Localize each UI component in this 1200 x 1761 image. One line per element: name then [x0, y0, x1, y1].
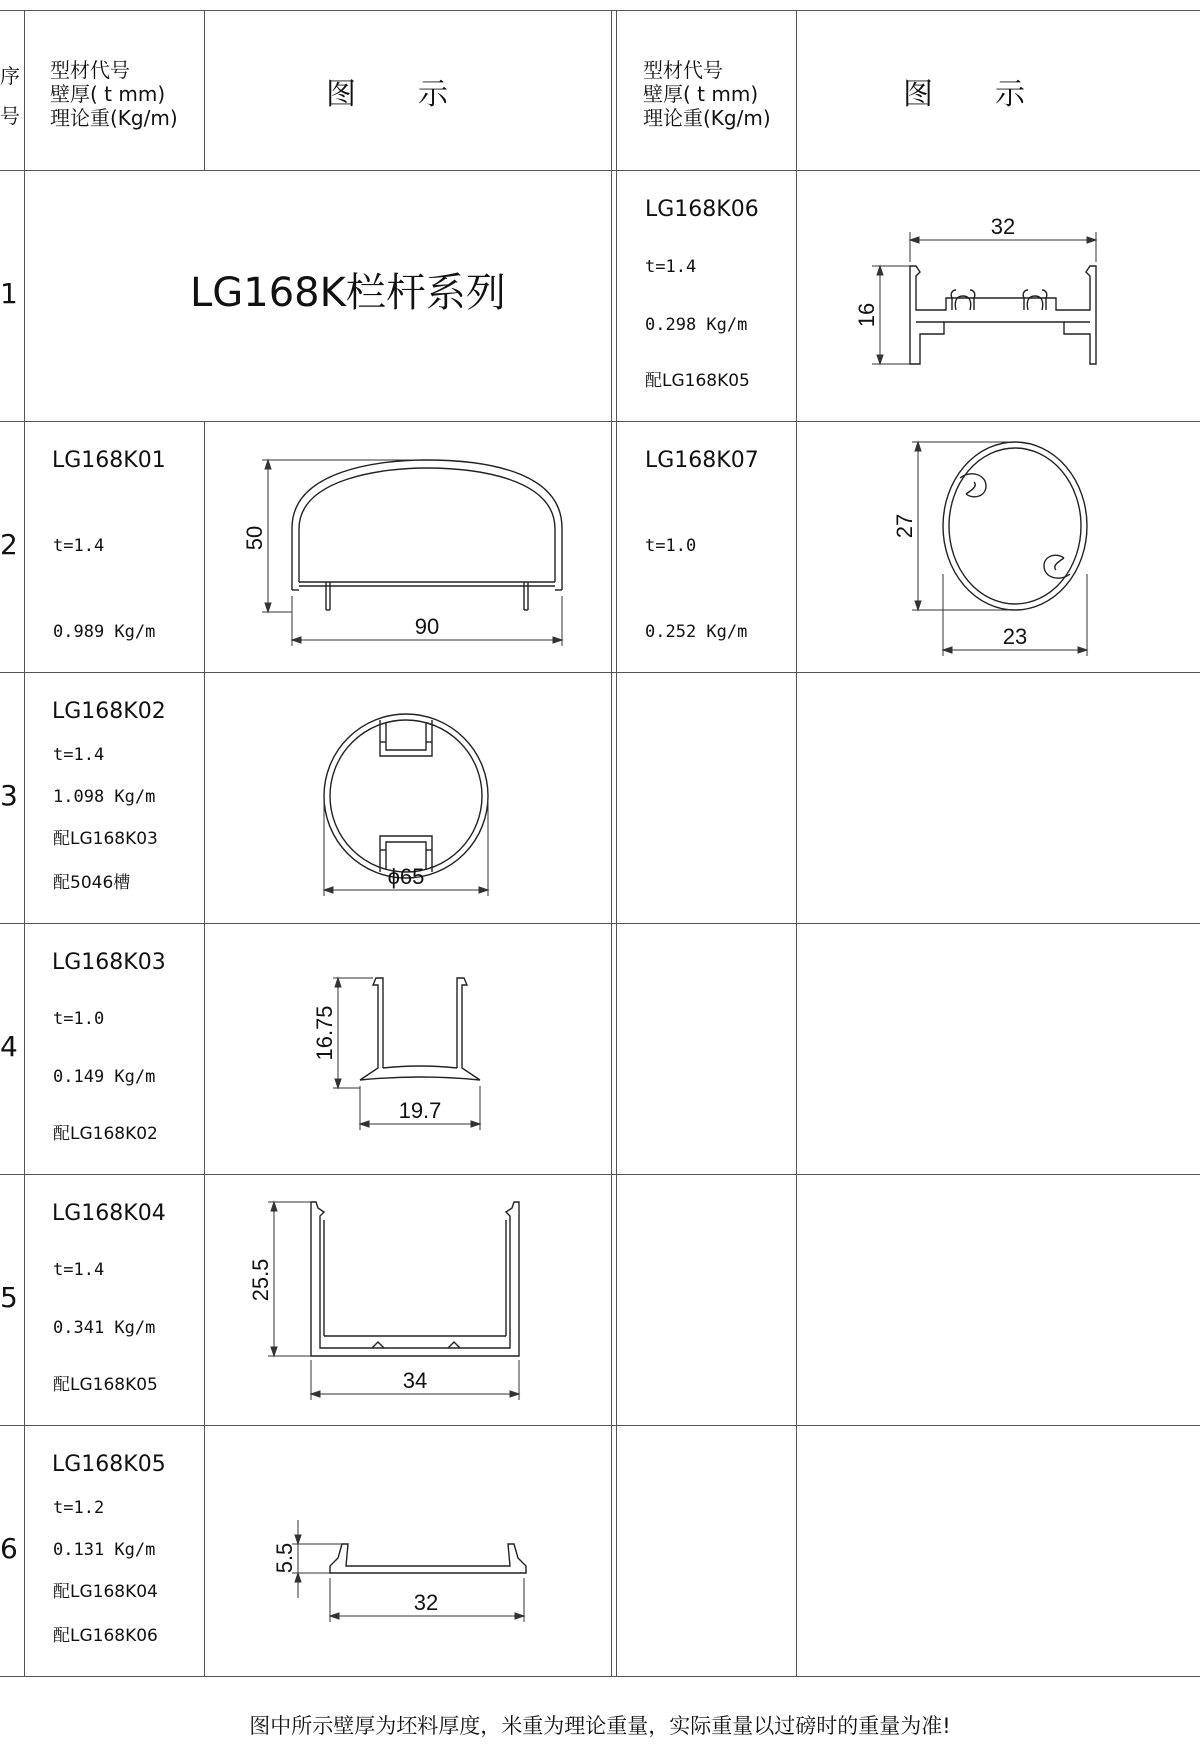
- figure-header-char-1-right: 图: [903, 77, 933, 112]
- dim-lg168k06-height: 16: [854, 302, 879, 328]
- profile-weight-lg168k01: 0.989 Kg/m: [53, 622, 156, 642]
- profile-note-lg168k05-1: 配LG168K04: [53, 1582, 158, 1602]
- profile-drawing-lg168k03: [204, 923, 611, 1174]
- dim-lg168k03-width: 19.7: [398, 1098, 442, 1123]
- series-title: LG168K栏杆系列: [190, 270, 506, 316]
- weight-header-label: 理论重(Kg/m): [50, 106, 178, 130]
- dim-lg168k05-width: 32: [413, 1590, 439, 1615]
- profile-weight-lg168k03: 0.149 Kg/m: [53, 1067, 156, 1087]
- profile-note-lg168k06-1: 配LG168K05: [645, 371, 750, 391]
- dim-lg168k04-height: 25.5: [248, 1258, 273, 1302]
- row-seq-3: 3: [0, 779, 18, 812]
- profile-weight-lg168k05: 0.131 Kg/m: [53, 1540, 156, 1560]
- row-seq-2: 2: [0, 528, 18, 561]
- profile-note-lg168k03-1: 配LG168K02: [53, 1124, 158, 1144]
- profile-thickness-lg168k06: t=1.4: [645, 257, 697, 277]
- profile-note-lg168k02-2: 配5046槽: [53, 873, 131, 893]
- dim-lg168k02-diameter: ϕ65: [387, 864, 425, 889]
- code-header-right: [643, 58, 771, 130]
- profile-code-lg168k03: LG168K03: [52, 950, 166, 975]
- weight-header-label-right: 理论重(Kg/m): [643, 106, 771, 130]
- thickness-header-label-right: 壁厚( t mm): [643, 82, 759, 106]
- dim-lg168k06-width: 32: [990, 214, 1016, 239]
- figure-header-char-1: 图: [326, 77, 356, 112]
- figure-header-char-2-right: 示: [995, 77, 1025, 112]
- profile-weight-lg168k02: 1.098 Kg/m: [53, 787, 156, 807]
- thickness-header-label: 壁厚( t mm): [50, 82, 166, 106]
- code-header-label-right: 型材代号: [643, 58, 723, 82]
- row-seq-4: 4: [0, 1030, 18, 1063]
- dim-lg168k01-width: 90: [414, 614, 440, 639]
- profile-code-lg168k01: LG168K01: [52, 448, 166, 473]
- profile-note-lg168k04-1: 配LG168K05: [53, 1375, 158, 1395]
- profile-drawing-lg168k06: [796, 170, 1200, 421]
- dim-lg168k01-height: 50: [242, 525, 267, 551]
- row-seq-1: 1: [0, 277, 18, 310]
- profile-code-lg168k06: LG168K06: [645, 197, 759, 222]
- profile-note-lg168k05-2: 配LG168K06: [53, 1626, 158, 1646]
- profile-code-lg168k07: LG168K07: [645, 448, 759, 473]
- dim-lg168k07-width: 23: [1002, 624, 1028, 649]
- profile-drawing-lg168k04: [204, 1174, 611, 1425]
- profile-thickness-lg168k04: t=1.4: [53, 1260, 105, 1280]
- seq-header-2: 号: [0, 104, 20, 128]
- row-seq-5: 5: [0, 1281, 18, 1314]
- dim-lg168k05-height: 5.5: [272, 1542, 297, 1574]
- row-seq-6: 6: [0, 1532, 18, 1565]
- dim-lg168k03-height: 16.75: [312, 1005, 337, 1061]
- figure-header-char-2: 示: [418, 77, 448, 112]
- code-header-label: 型材代号: [50, 58, 130, 82]
- profile-weight-lg168k07: 0.252 Kg/m: [645, 622, 748, 642]
- profile-code-lg168k04: LG168K04: [52, 1201, 166, 1226]
- profile-weight-lg168k04: 0.341 Kg/m: [53, 1318, 156, 1338]
- profile-thickness-lg168k03: t=1.0: [53, 1009, 105, 1029]
- profile-thickness-lg168k05: t=1.2: [53, 1498, 105, 1518]
- profile-code-lg168k02: LG168K02: [52, 699, 166, 724]
- dim-lg168k07-height: 27: [892, 513, 917, 539]
- dim-lg168k04-width: 34: [402, 1368, 428, 1393]
- profile-code-lg168k05: LG168K05: [52, 1452, 166, 1477]
- profile-weight-lg168k06: 0.298 Kg/m: [645, 315, 748, 335]
- seq-header-1: 序: [0, 64, 20, 88]
- profile-thickness-lg168k02: t=1.4: [53, 745, 105, 765]
- profile-drawing-lg168k07: [796, 421, 1200, 672]
- code-header: [50, 58, 178, 130]
- profile-drawing-lg168k02: [204, 672, 611, 923]
- profile-note-lg168k02-1: 配LG168K03: [53, 829, 158, 849]
- profile-thickness-lg168k01: t=1.4: [53, 536, 105, 556]
- profile-drawing-lg168k05: [204, 1425, 611, 1676]
- profile-drawing-lg168k01: [204, 421, 611, 672]
- profile-thickness-lg168k07: t=1.0: [645, 536, 697, 556]
- footer-note: 图中所示壁厚为坯料厚度，米重为理论重量，实际重量以过磅时的重量为准!: [249, 1714, 951, 1738]
